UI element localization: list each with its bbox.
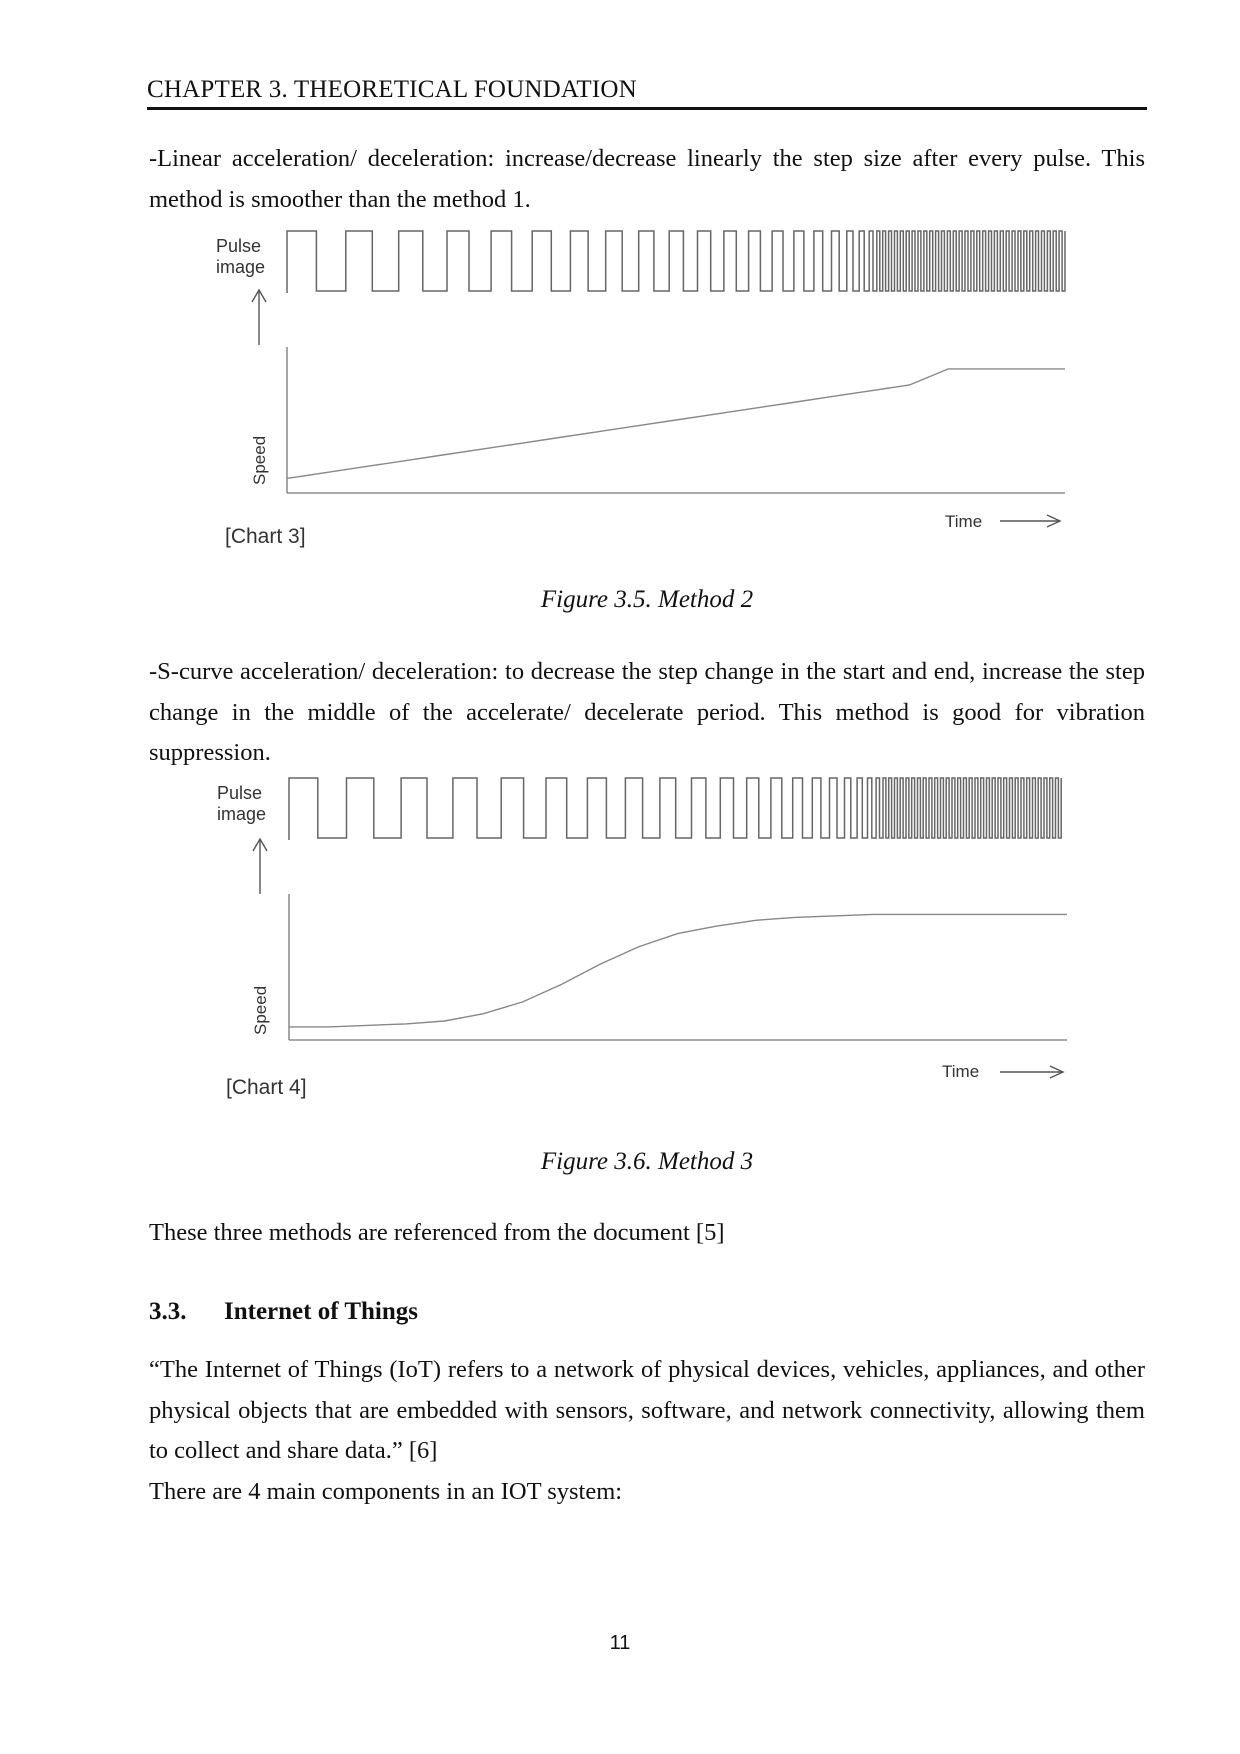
pulse-label-line2: image <box>216 257 266 277</box>
pulse-label-line1: Pulse <box>216 236 262 256</box>
section-title: Internet of Things <box>224 1298 419 1325</box>
paragraph-components: There are 4 main components in an IOT system: <box>149 1477 623 1505</box>
speed-line <box>287 369 1065 479</box>
speed-line <box>289 914 1067 1027</box>
figure-method-3 <box>205 772 1105 1112</box>
section-number: 3.3. <box>149 1298 187 1325</box>
figure-method-3-chart <box>205 772 1105 1112</box>
pulse-train <box>289 778 1061 840</box>
chapter-header: CHAPTER 3. THEORETICAL FOUNDATION <box>147 76 637 103</box>
figure-method-2-chart <box>205 225 1105 565</box>
header-rule <box>147 107 1147 110</box>
paragraph-scurve <box>149 652 1145 774</box>
pulse-waveform <box>289 778 1061 840</box>
paragraph-reference-text: These three methods are referenced from the document [5] <box>149 1219 725 1246</box>
chart-tag: [Chart 4] <box>226 1076 307 1099</box>
time-label: Time <box>945 512 983 531</box>
paragraph-iot-quote: “The Internet of Things (IoT) refers to a network of physical devices, vehicles, appliances, and other physical objects that are embedded with sensors, software, and network connectivity, allowing them to collect and share data.” [6] <box>149 1356 1145 1464</box>
figure-caption: Figure 3.5. Method 2 <box>540 586 754 613</box>
page-number: 11 <box>609 1632 631 1654</box>
paragraph-linear <box>149 139 1145 220</box>
paragraph-iot <box>149 1350 1145 1512</box>
pulse-train <box>287 231 1065 293</box>
paragraph-scurve-text: -S-curve acceleration/ deceleration: to decrease the step change in the start and end, increase the step change in the middle of the accelerate/ decelerate period. This method is good for vibration suppression. <box>149 658 1145 766</box>
paragraph-linear-text: -Linear acceleration/ deceleration: increase/decrease linearly the step size after every pulse. This method is smoother than the method 1. <box>149 145 1145 213</box>
section-heading <box>149 1298 418 1326</box>
speed-label: Speed <box>250 435 269 485</box>
speed-label: Speed <box>251 985 270 1035</box>
paragraph-reference <box>149 1213 1145 1254</box>
pulse-label-line1: Pulse <box>217 783 263 803</box>
pulse-label-line2: image <box>217 804 267 824</box>
pulse-waveform <box>287 231 1065 293</box>
chart-tag: [Chart 3] <box>225 525 306 548</box>
figure-method-2 <box>205 225 1105 565</box>
figure-caption: Figure 3.6. Method 3 <box>540 1148 754 1175</box>
time-label: Time <box>942 1062 980 1081</box>
